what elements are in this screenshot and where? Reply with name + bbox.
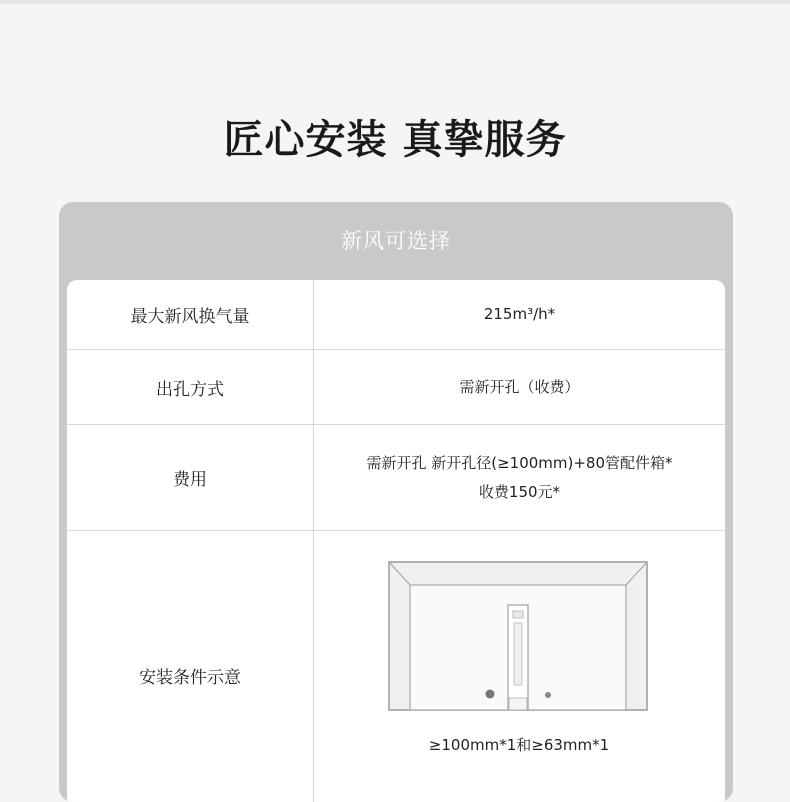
row-label-airflow: 最大新风换气量 (67, 280, 314, 349)
card-header: 新风可选择 (341, 229, 451, 253)
row-label-install-condition: 安装条件示意 (67, 531, 314, 802)
table-row (67, 350, 725, 425)
table-row (67, 425, 725, 531)
install-condition-text: ≥100mm*1和≥63mm*1 (428, 736, 610, 754)
row-value-cost (314, 425, 725, 530)
row-label-hole-method: 出孔方式 (67, 350, 314, 424)
page-title: 匠心安装 真挚服务 (223, 117, 567, 163)
fresh-air-card (59, 202, 733, 802)
cost-line-1: 需新开孔 新开孔径(≥100mm)+80管配件箱* (366, 453, 673, 472)
row-label-cost: 费用 (67, 425, 314, 530)
table-row (67, 280, 725, 350)
cost-line-2: 收费150元* (478, 482, 561, 501)
row-value-hole-method: 需新开孔（收费） (459, 377, 580, 396)
hole-100mm (486, 690, 495, 699)
top-divider (0, 0, 790, 4)
hole-63mm (545, 692, 551, 698)
spec-table (67, 280, 725, 802)
table-row (67, 531, 725, 802)
install-diagram (388, 561, 650, 713)
row-value-airflow: 215m³/h* (483, 305, 556, 323)
